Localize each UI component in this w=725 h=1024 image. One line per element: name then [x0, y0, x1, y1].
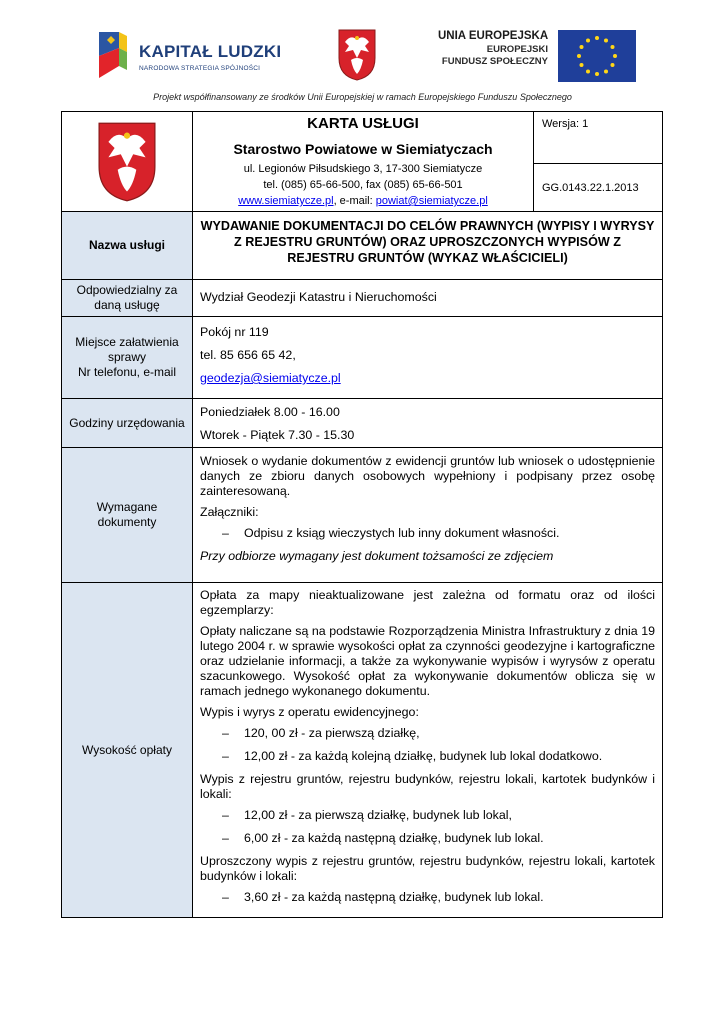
documents-label: Wymagane dokumenty	[62, 448, 193, 583]
documents-value	[193, 448, 663, 583]
county-crest-icon	[337, 28, 377, 82]
hours-value	[193, 399, 663, 448]
service-card-table	[61, 111, 663, 918]
responsible-value	[193, 280, 663, 317]
fee-simplified-list	[200, 890, 655, 905]
fee-register-next: – 6,00 zł - za każdą następną działkę, budynek lub lokal.	[222, 831, 655, 846]
code-cell	[534, 164, 663, 212]
fee-operat-first: – 120, 00 zł - za pierwszą działkę,	[222, 726, 655, 741]
logo-header	[0, 0, 725, 95]
fee-operat-heading: Wypis i wyrys z operatu ewidencyjnego:	[200, 705, 419, 719]
place-room: Pokój nr 119	[200, 325, 269, 339]
documents-attachments-list	[200, 526, 655, 541]
hours-label: Godziny urzędowania	[62, 399, 193, 448]
office-website-link[interactable]: www.siemiatycze.pl	[238, 195, 334, 207]
responsible-label: Odpowiedzialny za daną usługę	[62, 280, 193, 317]
eu-line-2: EUROPEJSKI	[486, 44, 548, 55]
place-label-line-2: Nr telefonu, e-mail	[77, 365, 177, 379]
version-cell	[534, 112, 663, 164]
documents-attachment-item: – Odpisu z ksiąg wieczystych lub inny dokument własności.	[222, 526, 655, 541]
email-separator: , e-mail:	[333, 195, 376, 207]
fee-operat-next: – 12,00 zł - za każdą kolejną działkę, budynek lub lokal dodatkowo.	[222, 749, 655, 764]
responsible-text: Wydział Geodezji Katastru i Nieruchomości	[200, 289, 437, 304]
fee-label: Wysokość opłaty	[62, 583, 193, 918]
kapital-ludzki-mark-icon	[93, 26, 131, 84]
documents-id-note: Przy odbiorze wymagany jest dokument tożsamości ze zdjęciem	[200, 549, 554, 563]
card-title: KARTA USŁUGI	[307, 115, 419, 132]
service-name-value: WYDAWANIE DOKUMENTACJI DO CELÓW PRAWNYCH (WYPISY I WYRYSY Z REJESTRU GRUNTÓW) ORAZ UPROSZCZONYCH WYPISÓW Z REJESTRU GRUNTÓW (WYKAZ WŁAŚCICIELI)	[193, 212, 663, 280]
document-code: GG.0143.22.1.2013	[542, 181, 639, 194]
fee-register-first: – 12,00 zł - za pierwszą działkę, budynek lub lokal,	[222, 808, 655, 823]
place-email-link[interactable]: geodezja@siemiatycze.pl	[200, 371, 341, 385]
version-label: Wersja: 1	[542, 118, 589, 130]
office-phone: tel. (085) 65-66-500, fax (085) 65-66-501	[263, 179, 463, 191]
card-crest-icon	[96, 120, 158, 204]
fee-regulation: Opłaty naliczane są na podstawie Rozporządzenia Ministra Infrastruktury z dnia 19 lutego 2004 r. w sprawie wysokości opłat za czynności geodezyjne i kartograficzne oraz udzielanie informacji, a także za wykonywanie wypisów i wyrysów z operatu szacunkowego. Wysokość opłat za wykonywanie dokumentów oblicza się w ramach jednego wykonanego dokumentu.	[200, 624, 655, 698]
cofinance-note: Projekt współfinansowany ze środków Unii Europejskiej w ramach Europejskiego Funduszu Społecznego	[153, 92, 572, 102]
eu-logo	[438, 30, 638, 86]
hours-monday: Poniedziałek 8.00 - 16.00	[200, 405, 340, 419]
documents-attachments-heading: Załączniki:	[200, 505, 259, 519]
office-email-link[interactable]: powiat@siemiatycze.pl	[375, 195, 488, 207]
service-name-label: Nazwa usługi	[62, 212, 193, 280]
eu-line-3: FUNDUSZ SPOŁECZNY	[441, 56, 548, 67]
fee-simplified-next: – 3,60 zł - za każdą następną działkę, budynek lub lokal.	[222, 890, 655, 905]
place-value	[193, 317, 663, 399]
hours-tue-fri: Wtorek - Piątek 7.30 - 15.30	[200, 428, 355, 442]
eu-line-1: UNIA EUROPEJSKA	[438, 30, 549, 42]
card-crest-cell	[62, 112, 193, 212]
eu-flag-icon	[558, 30, 636, 82]
fee-simplified-heading: Uproszczony wypis z rejestru gruntów, rejestru budynków, rejestru lokali, kartotek budynków i lokali:	[200, 854, 655, 883]
office-name: Starostwo Powiatowe w Siemiatyczach	[233, 141, 493, 157]
kapital-ludzki-title: KAPITAŁ LUDZKI	[139, 42, 282, 61]
card-header-info	[193, 112, 534, 212]
place-label-line-1: Miejsce załatwienia sprawy	[75, 335, 179, 364]
fee-register-heading: Wypis z rejestru gruntów, rejestru budynków, rejestru lokali, kartotek budynków i lokali:	[200, 772, 655, 801]
office-address: ul. Legionów Piłsudskiego 3, 17-300 Siemiatycze	[243, 163, 483, 175]
fee-register-list	[200, 808, 655, 846]
fee-operat-list	[200, 726, 655, 764]
fee-maps-note: Opłata za mapy nieaktualizowane jest zależna od formatu oraz od ilości egzemplarzy:	[200, 588, 655, 617]
place-label	[62, 317, 193, 399]
kapital-ludzki-logo	[93, 26, 282, 86]
kapital-ludzki-subtitle: NARODOWA STRATEGIA SPÓJNOŚCI	[139, 65, 261, 72]
documents-request: Wniosek o wydanie dokumentów z ewidencji gruntów lub wniosek o udostępnienie danych ze zbioru danych osobowych wypełniony i podpisany przez osobę zainteresowaną.	[200, 454, 655, 498]
place-phone: tel. 85 656 65 42,	[200, 348, 296, 362]
fee-value	[193, 583, 663, 918]
